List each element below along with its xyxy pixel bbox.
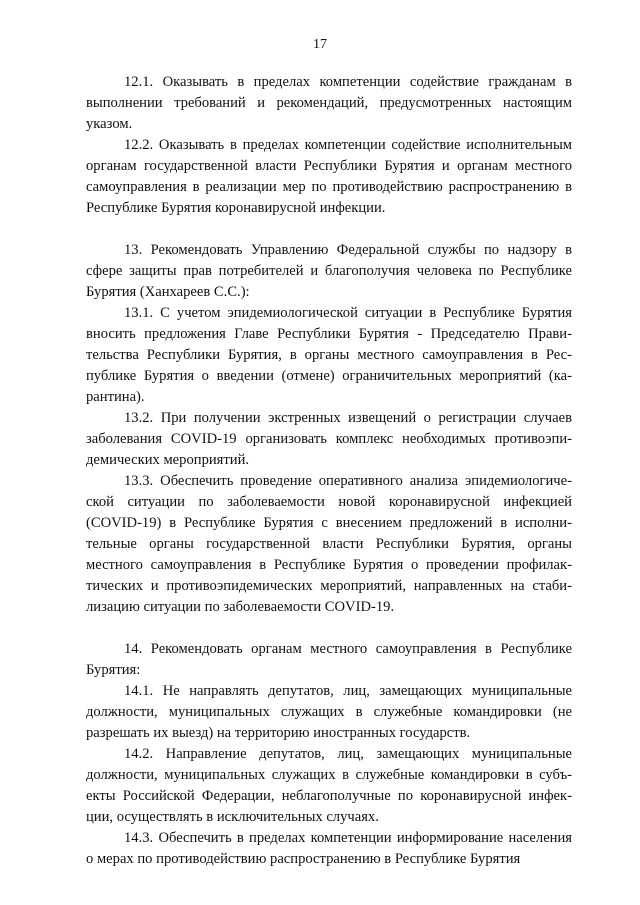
paragraph-13-3: 13.3. Обеспечить проведение оперативного анализа эпидемиологической ситуации по заболеваемости новой коронавирусной инфекцией (COVID-19) в Республике Бурятия с внесением предложений в исполнительные органы государственной власти Республики Бурятия, органы местного самоуправления в Республике Бурятия о проведении профилактических и противоэпидемических мероприятий, направленных на стабилизацию ситуации по заболеваемости COVID-19. bbox=[86, 473, 572, 615]
paragraph-13: 13. Рекомендовать Управлению Федеральной службы по надзору в сфере защиты прав потребителей и благополучия человека по Республике Бурятия (Ханхареев С.С.): bbox=[86, 242, 572, 300]
paragraph-14-3: 14.3. Обеспечить в пределах компетенции информирование населения о мерах по противодействию распространению в Республике Бурятия bbox=[86, 830, 572, 867]
paragraph-14-1: 14.1. Не направлять депутатов, лиц, замещающих муниципальные должности, муниципальных служащих в служебные командировки (не разрешать их выезд) на территорию иностранных государств. bbox=[86, 683, 572, 741]
page-number: 17 bbox=[313, 37, 327, 52]
paragraph-12-2: 12.2. Оказывать в пределах компетенции содействие исполнительным органам государственной власти Республики Бурятия и органам местного самоуправления в реализации мер по противодействию распространению в Республике Бурятия коронавирусной инфекции. bbox=[86, 137, 572, 216]
document-body bbox=[86, 72, 572, 870]
paragraph-14-2: 14.2. Направление депутатов, лиц, замещающих муниципальные должности, муниципальных служащих в служебные командировки в субъекты Российской Федерации, неблагополучные по коронавирусной инфекции, осуществлять в исключительных случаях. bbox=[86, 746, 572, 825]
paragraph-13-2: 13.2. При получении экстренных извещений о регистрации случаев заболевания COVID-19 организовать комплекс необходимых противоэпидемических мероприятий. bbox=[86, 410, 572, 468]
paragraph-13-1: 13.1. С учетом эпидемиологической ситуации в Республике Бурятия вносить предложения Главе Республики Бурятия - Председателю Правительства Республики Бурятия, в органы местного самоуправления в Республике Бурятия о введении (отмене) ограничительных мероприятий (карантина). bbox=[86, 305, 572, 405]
paragraph-12-1: 12.1. Оказывать в пределах компетенции содействие гражданам в выполнении требований и рекомендаций, предусмотренных настоящим указом. bbox=[86, 74, 572, 132]
paragraph-14: 14. Рекомендовать органам местного самоуправления в Республике Бурятия: bbox=[86, 641, 572, 678]
